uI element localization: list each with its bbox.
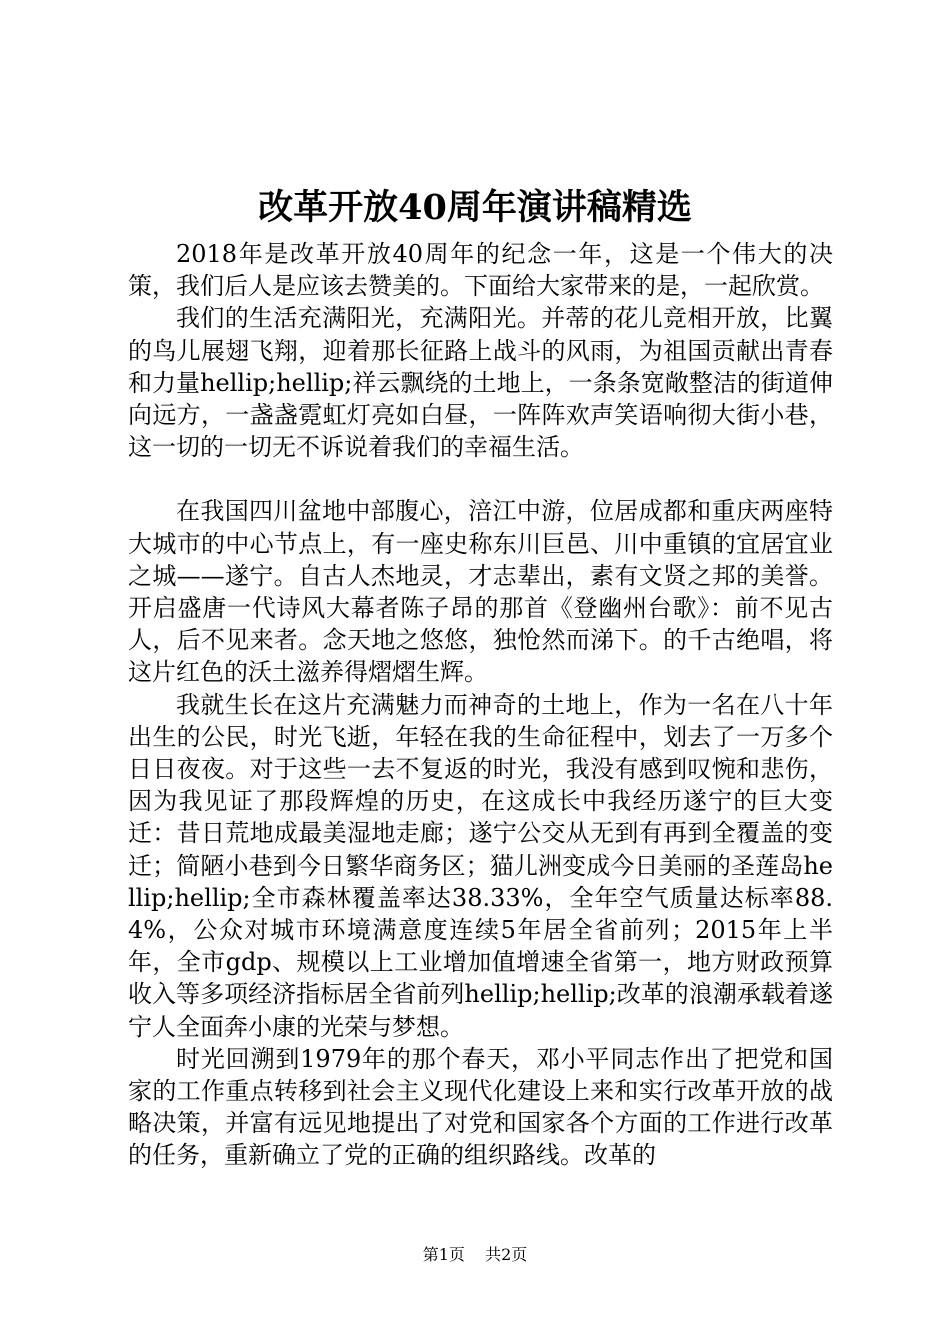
page-number-current: 第1页: [422, 1245, 465, 1264]
paragraph-intro: 2018年是改革开放40周年的纪念一年，这是一个伟大的决策，我们后人是应该去赞美的。下面给大家带来的是，一起欣赏。: [128, 240, 833, 301]
paragraph-1979-spring: 时光回溯到1979年的那个春天，邓小平同志作出了把党和国家的工作重点转移到社会主义现代化建设上来和实行改革开放的战略决策，并富有远见地提出了对党和国家各个方面的工作进行改革的任务，重新确立了党的正确的组织路线。改革的: [128, 1044, 833, 1170]
document-title: 改革开放40周年演讲稿精选: [258, 187, 692, 228]
paragraph-suining-city: 在我国四川盆地中部腹心，涪江中游，位居成都和重庆两座特大城市的中心节点上，有一座史称东川巨邑、川中重镇的宜居宜业之城——遂宁。自古人杰地灵，才志辈出，素有文贤之邦的美誉。开启盛唐一代诗风大幕者陈子昂的那首《登幽州台歌》：前不见古人，后不见来者。念天地之悠悠，独怆然而涕下。的千古绝唱，将这片红色的沃土滋养得熠熠生辉。: [128, 497, 833, 687]
document-body: [128, 238, 833, 1172]
paragraph-personal-witness: 我就生长在这片充满魅力而神奇的土地上，作为一名在八十年出生的公民，时光飞逝，年轻在我的生命征程中，划去了一万多个日日夜夜。对于这些一去不复返的时光，我没有感到叹惋和悲伤，因为我见证了那段辉煌的历史，在这成长中我经历遂宁的巨大变迁：昔日荒地成最美湿地走廊；遂宁公交从无到有再到全覆盖的变迁；简陋小巷到今日繁华商务区；猫儿洲变成今日美丽的圣莲岛hellip;hellip;全市森林覆盖率达38.33%，全年空气质量达标率88.4%，公众对城市环境满意度连续5年居全省前列；2015年上半年，全市gdp、规模以上工业增加值增速全省第一，地方财政预算收入等多项经济指标居全省前列hellip;hellip;改革的浪潮承载着遂宁人全面奔小康的光荣与梦想。: [128, 690, 833, 1041]
paragraph-sunshine-life: 我们的生活充满阳光，充满阳光。并蒂的花儿竞相开放，比翼的鸟儿展翅飞翔，迎着那长征路上战斗的风雨，为祖国贡献出青春和力量hellip;hellip;祥云飘绕的土地上，一条条宽敞整洁的街道伸向远方，一盏盏霓虹灯亮如白昼，一阵阵欢声笑语响彻大街小巷，这一切的一切无不诉说着我们的幸福生活。: [128, 304, 833, 462]
page-number-total: 共2页: [485, 1245, 528, 1264]
page-footer: [0, 1244, 950, 1266]
